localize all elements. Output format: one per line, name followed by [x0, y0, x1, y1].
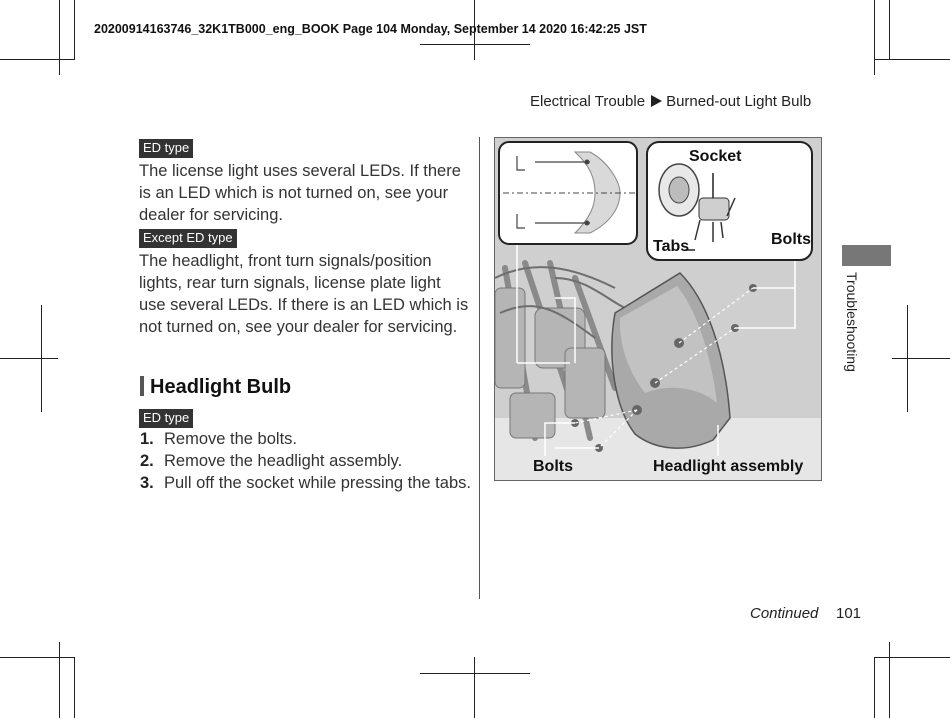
bolts-right-label: Bolts	[771, 231, 811, 248]
step-item	[140, 428, 471, 450]
section-title: Headlight Bulb	[150, 376, 292, 398]
socket-label: Socket	[689, 148, 742, 165]
step-number: 3.	[140, 474, 154, 492]
crop-mark	[875, 59, 950, 60]
headlight-figure	[494, 137, 822, 481]
section-tab-marker	[842, 245, 891, 266]
crop-mark	[875, 657, 950, 658]
page-number: 101	[836, 605, 862, 622]
step-text: Remove the headlight assembly.	[164, 452, 403, 470]
crop-mark	[0, 358, 58, 359]
troubleshooting-tab-label: Troubleshooting	[844, 272, 860, 372]
crop-mark	[874, 0, 875, 75]
breadcrumb-section: Electrical Trouble	[530, 93, 646, 110]
step-text: Remove the bolts.	[164, 430, 297, 448]
crop-mark	[0, 657, 75, 658]
crop-mark	[420, 673, 530, 674]
crop-mark	[420, 44, 530, 45]
crop-mark	[59, 0, 60, 75]
breadcrumb-page: Burned-out Light Bulb	[666, 93, 812, 110]
crop-mark	[889, 642, 890, 718]
step-item	[140, 472, 471, 494]
continued-label: Continued	[750, 605, 819, 622]
headlight-assembly-label: Headlight assembly	[653, 458, 804, 475]
led-note-ed	[139, 139, 469, 226]
except-ed-type-tag: Except ED type	[139, 229, 237, 248]
headlight-ed-tag-wrap	[139, 409, 193, 428]
column-divider	[479, 137, 480, 599]
step-text: Pull off the socket while pressing the tabs.	[164, 474, 471, 492]
crop-mark	[474, 657, 475, 718]
breadcrumb-arrow-icon	[651, 95, 662, 107]
crop-mark	[892, 358, 950, 359]
heading-bar-icon	[140, 376, 144, 396]
step-item	[140, 450, 471, 472]
led-note-ed-text: The license light uses several LEDs. If there is an LED which is not turned on, see your dealer for servicing.	[139, 162, 461, 224]
bolts-bottom-label: Bolts	[533, 458, 573, 475]
crop-mark	[74, 657, 75, 718]
crop-mark	[874, 657, 875, 718]
crop-mark	[0, 59, 75, 60]
step-list	[140, 428, 471, 494]
step-number: 1.	[140, 430, 154, 448]
crop-mark	[59, 642, 60, 718]
led-note-except-ed-text: The headlight, front turn signals/position lights, rear turn signals, license plate light use several LEDs. If there is an LED which is not turned on, see your dealer for servicing.	[139, 252, 469, 336]
headlight-illustration	[495, 138, 821, 480]
print-header: 20200914163746_32K1TB000_eng_BOOK Page 104 Monday, September 14 2020 16:42:25 JST	[94, 22, 647, 36]
crop-mark	[889, 0, 890, 60]
ed-type-tag: ED type	[139, 139, 193, 158]
inset-lens	[499, 142, 637, 244]
headlight-ed-type-tag: ED type	[139, 409, 193, 428]
section-heading	[140, 376, 291, 399]
step-number: 2.	[140, 452, 154, 470]
led-note-except-ed	[139, 229, 469, 338]
tabs-label: Tabs	[653, 238, 690, 255]
crop-mark	[74, 0, 75, 60]
breadcrumb	[530, 93, 811, 110]
